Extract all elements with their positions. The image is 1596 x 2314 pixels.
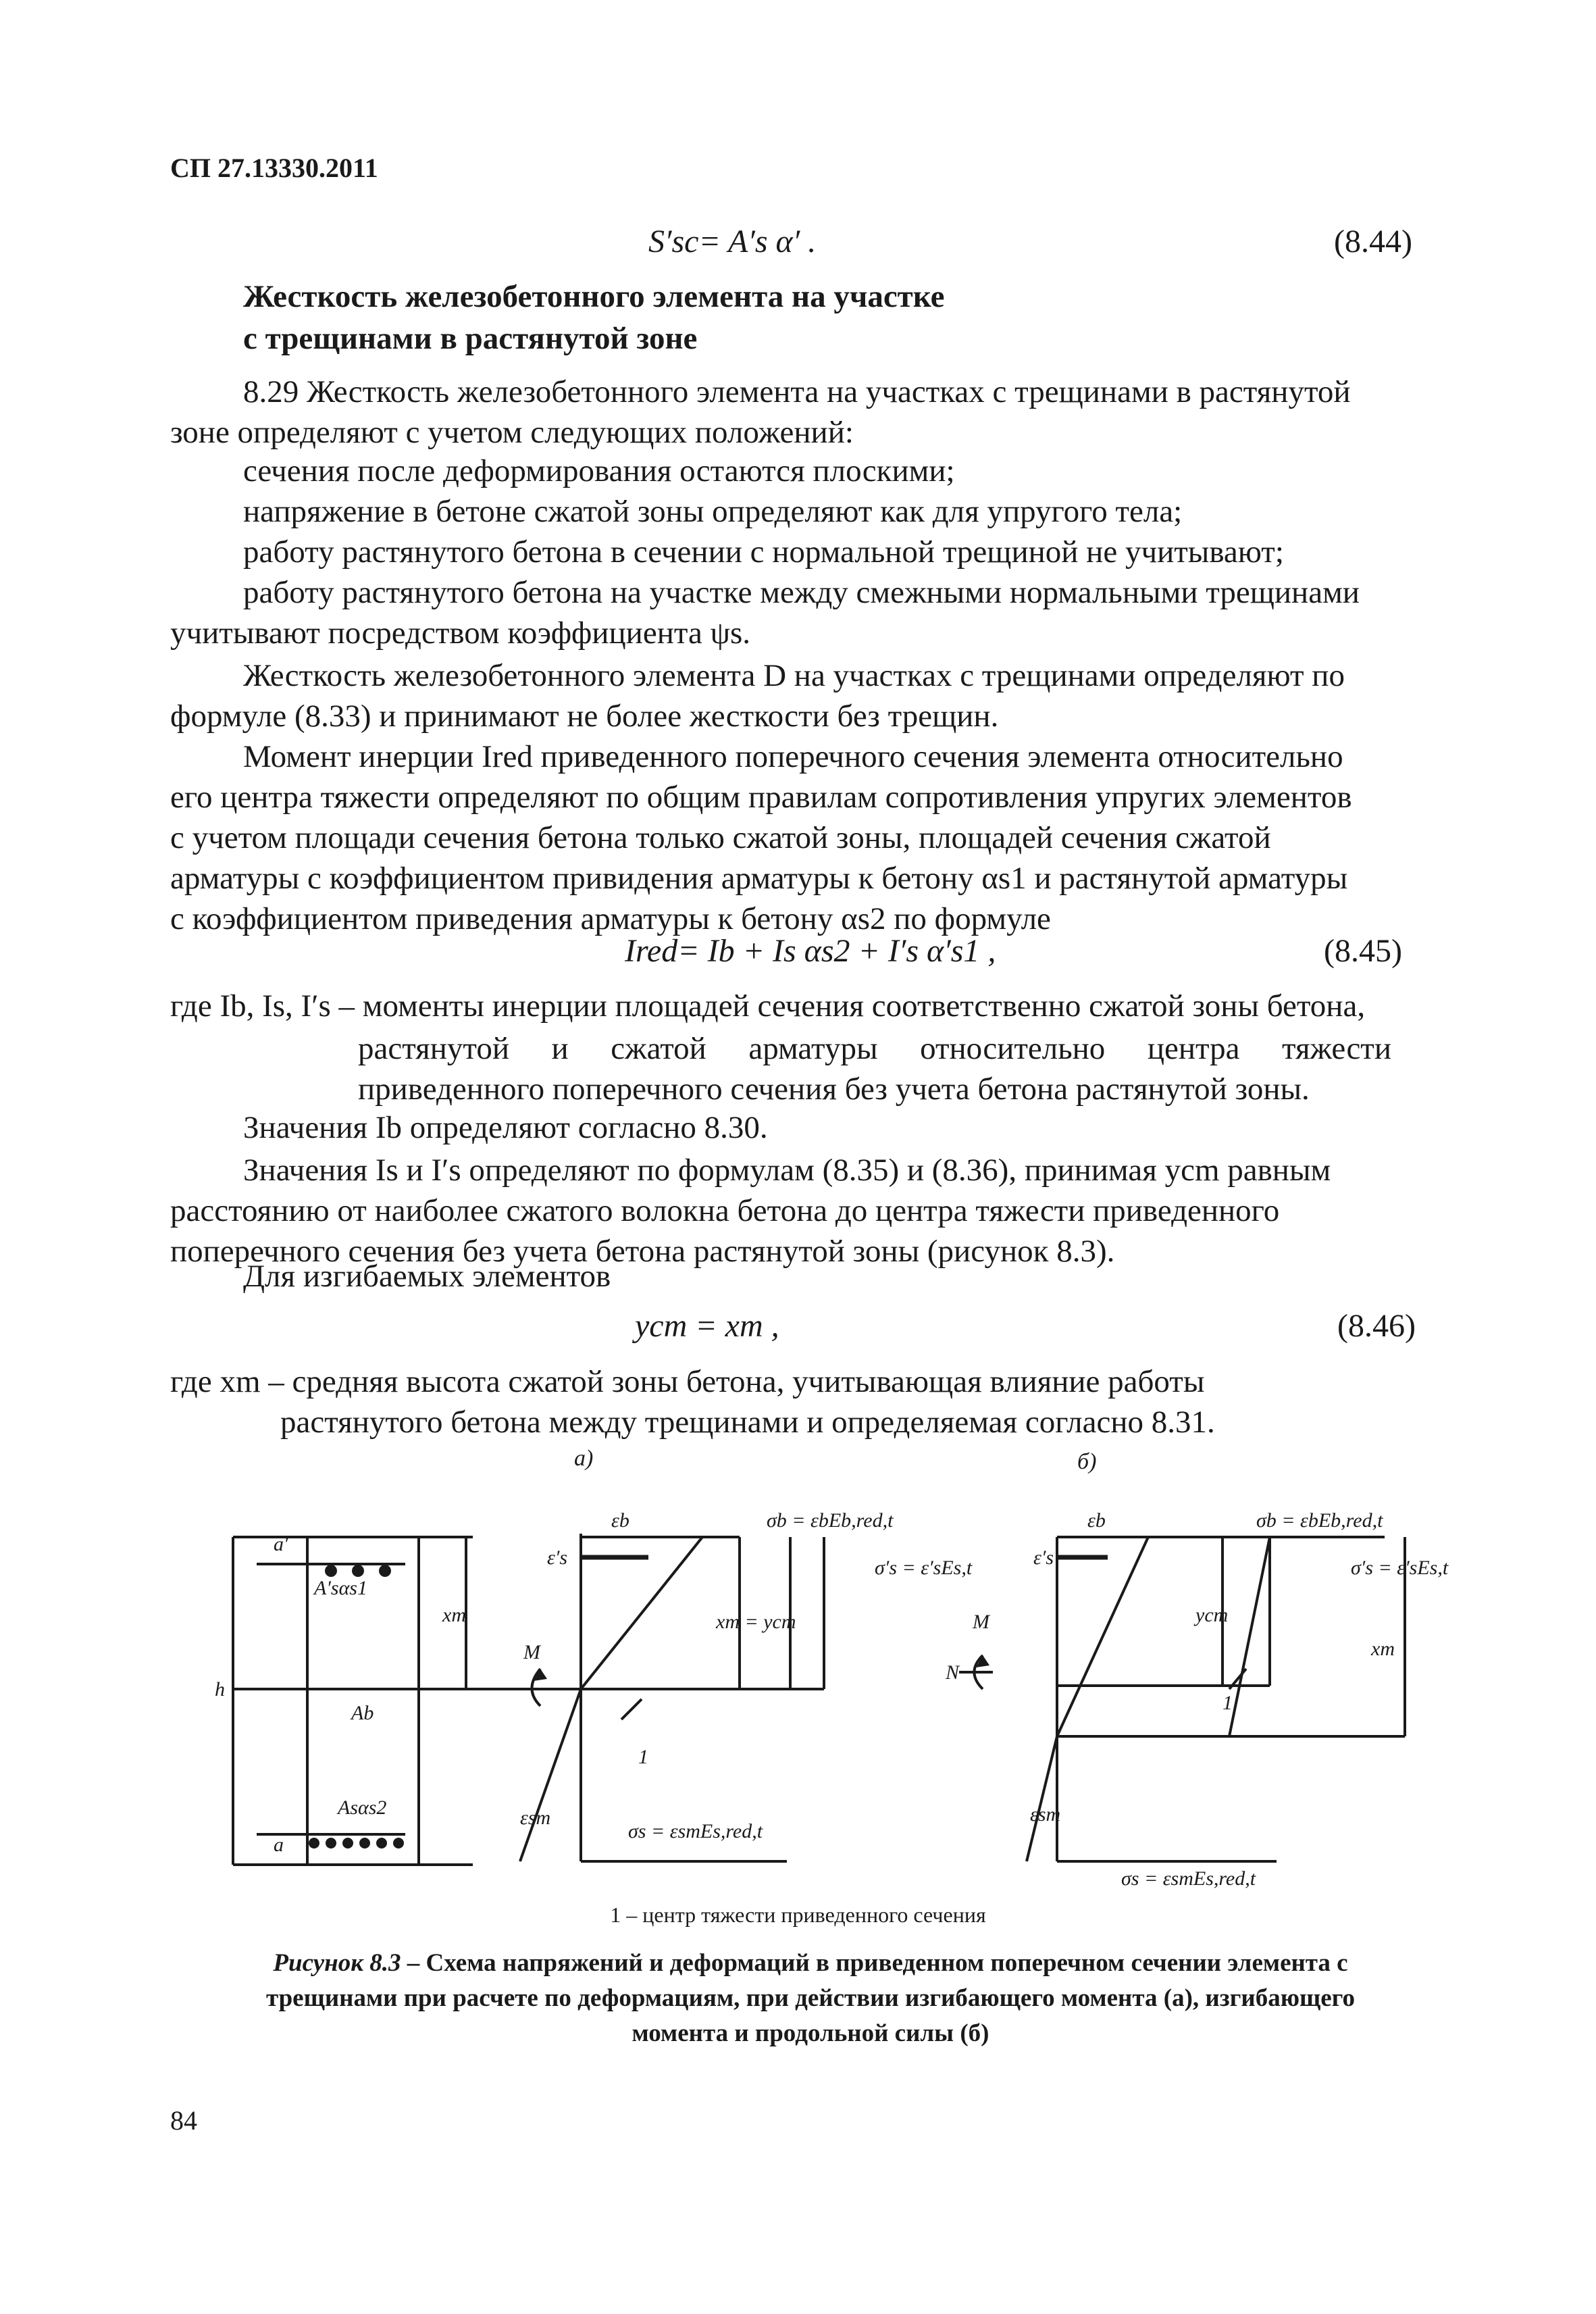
label-one-b: 1 <box>1222 1692 1233 1714</box>
label-moment-b: M <box>973 1611 989 1633</box>
label-sigma-s-b: σs = εsmEs,red,t <box>1121 1867 1256 1890</box>
paragraph-stiffness <box>170 655 1433 736</box>
formula-8-45-number: (8.45) <box>1324 933 1402 969</box>
list-item: работу растянутого бетона в сечении с нормальной трещиной не учитывают; <box>243 534 1284 570</box>
figure-caption <box>192 1946 1428 2051</box>
formula-8-44: S′sc= A′s α′ . <box>648 224 817 259</box>
label-a: a <box>274 1834 284 1856</box>
label-as: Asαs2 <box>338 1796 387 1819</box>
paragraph-moment-of-inertia <box>170 736 1433 939</box>
moment-line1: Момент инерции Ired приведенного поперечного сечения элемента относительно <box>243 739 1343 774</box>
figure-label-b: б) <box>1077 1449 1097 1474</box>
label-sigma-s-prime-a: σ′s = ε′sEs,t <box>875 1557 973 1579</box>
document-code: СП 27.13330.2011 <box>170 153 378 183</box>
label-eps-b-b: εb <box>1087 1509 1106 1532</box>
caption-line1-text: – Схема напряжений и деформаций в приведенном поперечном сечении элемента с <box>401 1949 1348 1977</box>
p829-line1: 8.29 Жесткость железобетонного элемента на участках с трещинами в растянутой <box>243 374 1351 409</box>
caption-line3: момента и продольной силы (б) <box>632 2019 989 2047</box>
is-line2: расстоянию от наиболее сжатого волокна бетона до центра тяжести приведенного <box>170 1193 1280 1228</box>
figure-legend: 1 – центр тяжести приведенного сечения <box>610 1903 986 1927</box>
reinforcement-bars-top <box>325 1565 391 1577</box>
label-as-prime: A′sαs1 <box>314 1577 367 1599</box>
caption-prefix: Рисунок 8.3 <box>273 1949 401 1977</box>
paragraph-bending: Для изгибаемых элементов <box>243 1259 611 1294</box>
list-item: напряжение в бетоне сжатой зоны определяют как для упругого тела; <box>243 494 1183 529</box>
label-moment-a: M <box>523 1641 540 1663</box>
formula-8-46-number: (8.46) <box>1337 1308 1416 1344</box>
label-eps-b-a: εb <box>611 1509 629 1532</box>
moment-line2: его центра тяжести определяют по общим правилам сопротивления упругих элементов <box>170 780 1352 815</box>
is-line1: Значения Is и I′s определяют по формулам (8.35) и (8.36), принимая ycm равным <box>243 1153 1331 1188</box>
label-eps-s-prime-a: ε′s <box>547 1546 568 1569</box>
label-sigma-s-a: σs = εsmEs,red,t <box>628 1820 763 1842</box>
stiffness-line2: формуле (8.33) и принимают не более жесткости без трещин. <box>170 699 999 734</box>
label-sigma-s-prime-b: σ′s = ε′sEs,t <box>1351 1557 1449 1579</box>
list-item: работу растянутого бетона на участке между смежными нормальными трещинами <box>243 575 1360 610</box>
section-heading-line2: с трещинами в растянутой зоне <box>243 321 698 356</box>
label-a-prime: a′ <box>274 1533 288 1555</box>
label-xm-ycm: xm = ycm <box>716 1611 796 1633</box>
reinforcement-bars-bottom <box>309 1838 404 1848</box>
where-8-46-line2: растянутого бетона между трещинами и определяемая согласно 8.31. <box>280 1405 1215 1440</box>
where-8-45-line3: приведенного поперечного сечения без учета бетона растянутой зоны. <box>358 1072 1310 1107</box>
label-sigma-b-b: σb = εbEb,red,t <box>1256 1509 1383 1532</box>
formula-8-44-number: (8.44) <box>1334 224 1412 259</box>
section-heading-line1: Жесткость железобетонного элемента на участке <box>243 279 945 314</box>
where-8-45-line2: растянутой и сжатой арматуры относительно центра тяжести <box>358 1031 1391 1066</box>
list-item: сечения после деформирования остаются плоскими; <box>243 453 955 488</box>
formula-8-46: ycm = xm , <box>635 1308 779 1344</box>
moment-line4: арматуры с коэффициентом привидения арматуры к бетону αs1 и растянутой арматуры <box>170 861 1348 896</box>
label-ab: Ab <box>351 1702 374 1724</box>
paragraph-ib: Значения Ib определяют согласно 8.30. <box>243 1110 768 1145</box>
section-heading <box>243 276 945 359</box>
paragraph-is <box>170 1150 1433 1272</box>
label-eps-s-prime-b: ε′s <box>1033 1546 1054 1569</box>
label-eps-sm-b: εsm <box>1030 1803 1061 1826</box>
label-ycm-b: ycm <box>1195 1604 1229 1626</box>
formula-8-45: Ired= Ib + Is αs2 + I′s α′s1 , <box>625 933 996 969</box>
list-item-continuation: учитывают посредством коэффициента ψs. <box>170 615 751 651</box>
is-line3: поперечного сечения без учета бетона растянутой зоны (рисунок 8.3). <box>170 1234 1115 1269</box>
label-sigma-b-a: σb = εbEb,red,t <box>767 1509 894 1532</box>
label-xm-a: xm <box>442 1604 466 1626</box>
p829-line2: зоне определяют с учетом следующих положений: <box>170 415 854 450</box>
stiffness-line1: Жесткость железобетонного элемента D на участках с трещинами определяют по <box>243 658 1345 693</box>
page-number: 84 <box>170 2105 197 2136</box>
where-8-45-line1: где Ib, Is, I′s – моменты инерции площадей сечения соответственно сжатой зоны бетона, <box>170 988 1366 1024</box>
moment-line5: с коэффициентом приведения арматуры к бетону αs2 по формуле <box>170 901 1051 936</box>
label-h: h <box>215 1678 225 1701</box>
label-force-n: N <box>946 1661 960 1684</box>
figure-label-a: а) <box>574 1446 594 1471</box>
where-8-45-cont <box>358 1028 1391 1109</box>
paragraph-8-29 <box>170 372 1433 453</box>
caption-line2: трещинами при расчете по деформациям, при действии изгибающего момента (а), изгибающего <box>265 1984 1356 2012</box>
where-8-46-line1: где xm – средняя высота сжатой зоны бетона, учитывающая влияние работы <box>170 1364 1205 1399</box>
label-xm-b: xm <box>1371 1638 1395 1660</box>
figure-8-3 <box>0 1486 1596 1892</box>
label-eps-sm-a: εsm <box>520 1807 551 1829</box>
moment-line3: с учетом площади сечения бетона только сжатой зоны, площадей сечения сжатой <box>170 820 1271 855</box>
label-one-a: 1 <box>638 1746 648 1768</box>
caption-line1 <box>192 1946 1428 1981</box>
